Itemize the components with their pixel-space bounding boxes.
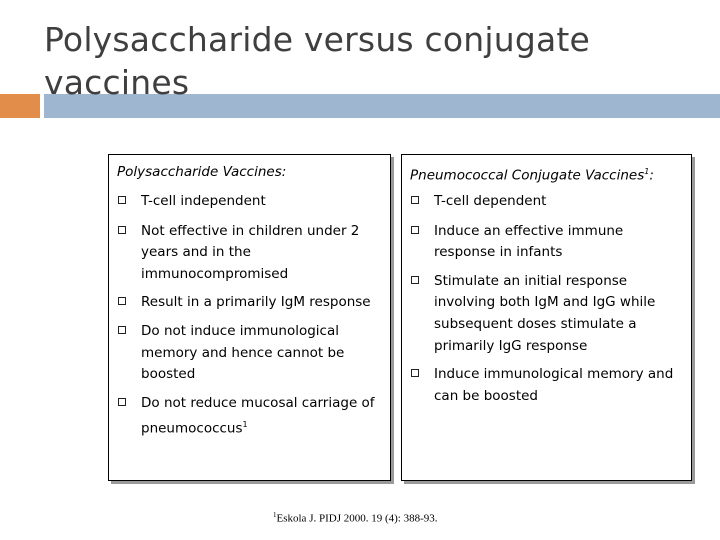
polysaccharide-vaccines-box: [108, 154, 391, 481]
list-item-text: Induce immunological memory and can be boosted: [434, 366, 674, 404]
box-heading-suffix: :: [649, 167, 654, 184]
list-item: [402, 191, 691, 213]
box-heading: Polysaccharide Vaccines:: [117, 164, 287, 180]
list-item-text: Result in a primarily IgM response: [141, 294, 371, 311]
square-bullet-icon: [411, 276, 419, 284]
square-bullet-icon: [411, 369, 419, 377]
list-item-text: Do not induce immunological memory and hence cannot be boosted: [141, 322, 345, 383]
list-item: [109, 321, 390, 386]
list-item: [402, 271, 691, 357]
square-bullet-icon: [411, 226, 419, 234]
footnote-text: Eskola J. PIDJ 2000. 19 (4): 388-93.: [276, 512, 438, 525]
list-item-text: Stimulate an initial response involving both IgM and IgG while subsequent doses stimulate a primarily IgG response: [434, 272, 656, 354]
footnote-citation: [273, 508, 438, 526]
square-bullet-icon: [118, 226, 126, 234]
square-bullet-icon: [118, 326, 126, 334]
square-bullet-icon: [118, 398, 126, 406]
list-item: [109, 191, 390, 213]
reference-mark: 1: [242, 420, 248, 430]
box-heading: [410, 163, 654, 185]
list-item: [109, 393, 390, 441]
list-item: [402, 221, 691, 264]
list-item: [402, 364, 691, 407]
list-item-text: Induce an effective immune response in infants: [434, 222, 624, 261]
square-bullet-icon: [118, 196, 126, 204]
square-bullet-icon: [411, 196, 419, 204]
box-heading-text: Pneumococcal Conjugate Vaccines: [410, 167, 645, 184]
list-item-text: T-cell dependent: [434, 193, 547, 209]
footnote-mark: 1: [273, 511, 277, 519]
conjugate-list: [402, 191, 691, 407]
list-item: [109, 221, 390, 286]
polysaccharide-list: [109, 191, 390, 440]
square-bullet-icon: [118, 297, 126, 305]
title-accent-bar-orange: [0, 94, 40, 118]
list-item-text: Not effective in children under 2 years and in the immunocompromised: [141, 222, 360, 282]
slide-title: Polysaccharide versus conjugate vaccines: [44, 20, 591, 102]
list-item-text: T-cell independent: [141, 193, 266, 209]
reference-mark: 1: [644, 167, 650, 176]
conjugate-vaccines-box: [401, 154, 692, 481]
list-item: [109, 292, 390, 314]
list-item-text: Do not reduce mucosal carriage of pneumococcus: [141, 394, 375, 437]
